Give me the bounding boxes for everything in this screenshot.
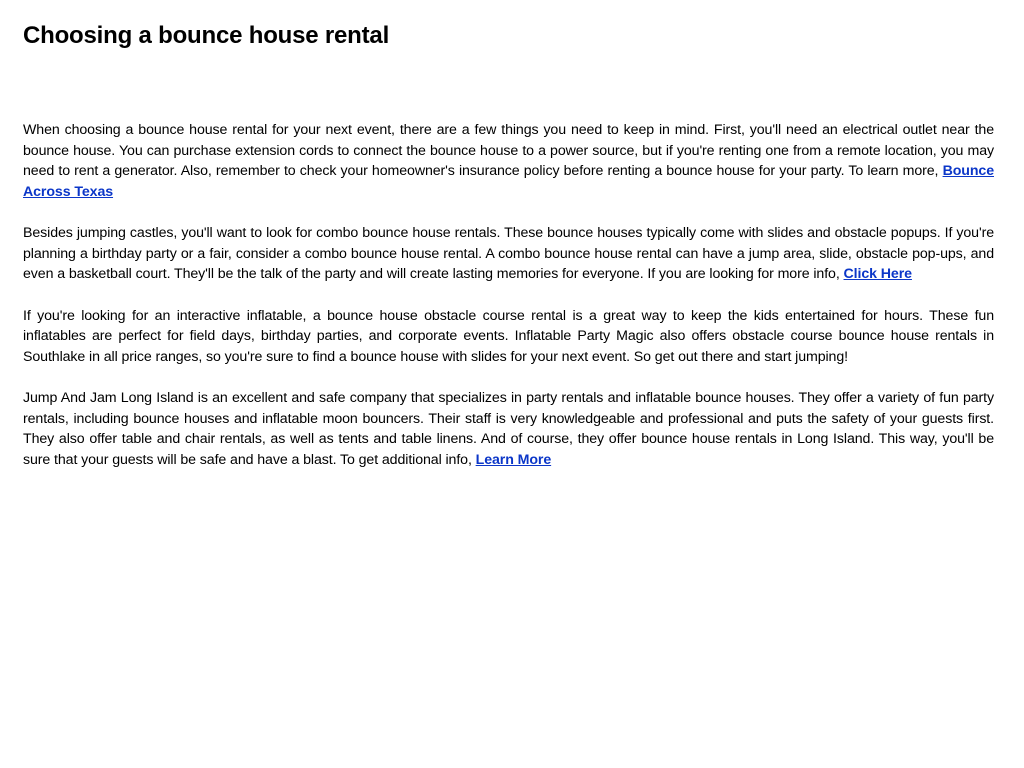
paragraph-4-text: Jump And Jam Long Island is an excellent and safe company that specializes in party rentals and inflatable bounce houses. They offer a variety of fun party rentals, including bounce houses and inflatable moon bouncers. Their staff is very knowledgeable and professional and puts the safety of your guests first. They also offer table and chair rentals, as well as tents and table linens. And of course, they offer bounce house rentals in Long Island. This way, you'll be sure that your guests will be safe and have a blast. To get additional info, bbox=[23, 390, 994, 468]
paragraph-3-text: If you're looking for an interactive inflatable, a bounce house obstacle course rental is a great way to keep the kids entertained for hours. These fun inflatables are perfect for field days, birthday parties, and corporate events. Inflatable Party Magic also offers obstacle course bounce house rentals in Southlake in all price ranges, so you're sure to find a bounce house with slides for your next event. So get out there and start jumping! bbox=[23, 307, 994, 365]
article-body bbox=[23, 120, 994, 470]
click-here-link[interactable]: Click Here bbox=[843, 266, 912, 282]
paragraph-2-text: Besides jumping castles, you'll want to look for combo bounce house rentals. These bounce houses typically come with slides and obstacle popups. If you're planning a birthday party or a fair, consider a combo bounce house rental. A combo bounce house rental can have a jump area, slide, obstacle pop-ups, and even a basketball court. They'll be the talk of the party and will create lasting memories for everyone. If you are looking for more info, bbox=[23, 225, 994, 282]
bounce-across-texas-link[interactable]: Bounce Across Texas bbox=[23, 163, 994, 200]
paragraph-3 bbox=[23, 306, 994, 368]
paragraph-1-text: When choosing a bounce house rental for your next event, there are a few things you need to keep in mind. First, you'll need an electrical outlet near the bounce house. You can purchase extension cords to connect the bounce house to a power source, but if you're renting one from a remote location, you may need to rent a generator. Also, remember to check your homeowner's insurance policy before renting a bounce house for your party. To learn more, bbox=[23, 122, 994, 179]
paragraph-2 bbox=[23, 223, 994, 285]
learn-more-link[interactable]: Learn More bbox=[475, 451, 552, 468]
page-title: Choosing a bounce house rental bbox=[23, 22, 390, 49]
paragraph-4 bbox=[23, 388, 994, 470]
paragraph-1 bbox=[23, 120, 994, 202]
